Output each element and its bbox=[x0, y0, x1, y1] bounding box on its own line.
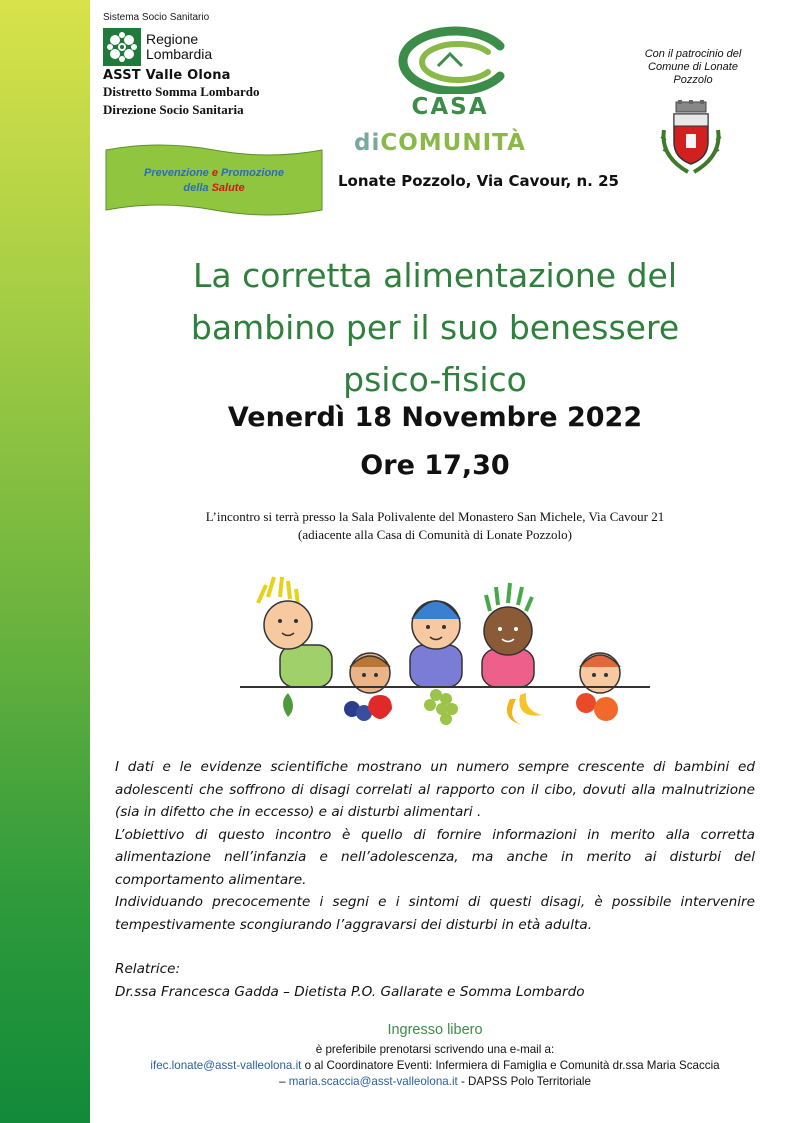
lombardy-rose-icon bbox=[103, 28, 141, 66]
coordinator-text: o al Coordinatore Eventi: Infermiera di Famiglia e Comunità dr.ssa Maria Scaccia bbox=[301, 1059, 720, 1072]
description-paragraph-2: L’obiettivo di questo incontro è quello di fornire informazioni in merito alla corretta alimentazione nell’infanzia e nell’adolescenza, ma anche in merito ai disturbi del comportamento alimentare. bbox=[115, 826, 755, 888]
email-link-scaccia[interactable]: maria.scaccia@asst-valleolona.it bbox=[288, 1075, 458, 1088]
email-link-ifec[interactable]: ifec.lonate@asst-valleolona.it bbox=[150, 1059, 302, 1072]
prevention-banner bbox=[104, 142, 324, 218]
banner-word-prevenzione: Prevenzione bbox=[143, 167, 209, 179]
speaker-label: Relatrice: bbox=[115, 961, 181, 977]
venue-address: Lonate Pozzolo, Via Cavour, n. 25 bbox=[338, 172, 619, 190]
event-location bbox=[110, 508, 760, 544]
logo-di: di bbox=[354, 130, 381, 156]
region-name-line2: Lombardia bbox=[146, 46, 213, 62]
direction-name: Direzione Socio Sanitaria bbox=[103, 102, 244, 117]
location-line1: L’incontro si terrà presso la Sala Polivalente del Monastero San Michele, Via Cavour 21 bbox=[205, 509, 665, 524]
house-c-icon bbox=[350, 24, 550, 94]
patronage-line2: Comune di Lonate bbox=[648, 61, 738, 73]
banner-word-e: e bbox=[211, 167, 218, 179]
speaker-name: Dr.ssa Francesca Gadda – Dietista P.O. Gallarate e Somma Lombardo bbox=[115, 983, 585, 1000]
side-gradient-bar bbox=[0, 0, 90, 1123]
asst-header bbox=[103, 12, 343, 119]
speaker-section bbox=[115, 958, 755, 1003]
title-line3: psico-fisico bbox=[343, 360, 527, 399]
logo-comunita: COMUNITÀ bbox=[380, 130, 526, 156]
description-paragraph-3: Individuando precocemente i segni e i sintomi di questi disagi, è possibile intervenire tempestivamente scongiurando l’aggravarsi dei disturbi in età adulta. bbox=[115, 894, 755, 933]
patronage-line1: Con il patrocinio del bbox=[644, 48, 742, 60]
title-line1: La corretta alimentazione del bbox=[192, 256, 678, 295]
municipal-coat-of-arms-icon bbox=[658, 100, 724, 176]
event-date: Venerdì 18 Novembre 2022 bbox=[227, 402, 643, 433]
asst-name: ASST Valle Olona bbox=[103, 68, 231, 83]
free-entry: Ingresso libero bbox=[387, 1022, 483, 1038]
contact-line2 bbox=[100, 1074, 770, 1090]
region-name-line1: Regione bbox=[146, 31, 199, 47]
event-description bbox=[115, 756, 755, 936]
regione-lombardia-logo bbox=[103, 28, 343, 66]
system-label: Sistema Socio Sanitario bbox=[103, 12, 210, 23]
footer bbox=[100, 1022, 770, 1090]
booking-note: è preferibile prenotarsi scrivendo una e-mail a: bbox=[315, 1043, 555, 1056]
contact-line1 bbox=[100, 1058, 770, 1074]
location-line2: (adiacente alla Casa di Comunità di Lonate Pozzolo) bbox=[298, 527, 572, 542]
event-title bbox=[100, 250, 770, 406]
dapss-text: - DAPSS Polo Territoriale bbox=[457, 1075, 591, 1088]
event-time: Ore 17,30 bbox=[360, 450, 510, 481]
banner-word-della: della bbox=[183, 182, 209, 194]
patronage-text bbox=[628, 48, 758, 87]
banner-word-salute: Salute bbox=[211, 182, 245, 194]
banner-word-promozione: Promozione bbox=[221, 167, 284, 179]
patronage-line3: Pozzolo bbox=[673, 74, 713, 86]
logo-casa: CASA bbox=[411, 94, 489, 120]
dash-text: – bbox=[279, 1075, 289, 1088]
casa-di-comunita-logo bbox=[350, 24, 600, 164]
description-paragraph-1: I dati e le evidenze scientifiche mostrano un numero sempre crescente di bambini ed adolescenti che soffrono di disagi correlati al rapporto con il cibo, dovuti alla malnutrizione (sia in difetto che in eccesso) e ai disturbi alimentari . bbox=[115, 759, 755, 820]
title-line2: bambino per il suo benessere bbox=[190, 308, 680, 347]
children-with-fruit-illustration bbox=[240, 575, 650, 730]
district-name: Distretto Somma Lombardo bbox=[103, 84, 260, 99]
